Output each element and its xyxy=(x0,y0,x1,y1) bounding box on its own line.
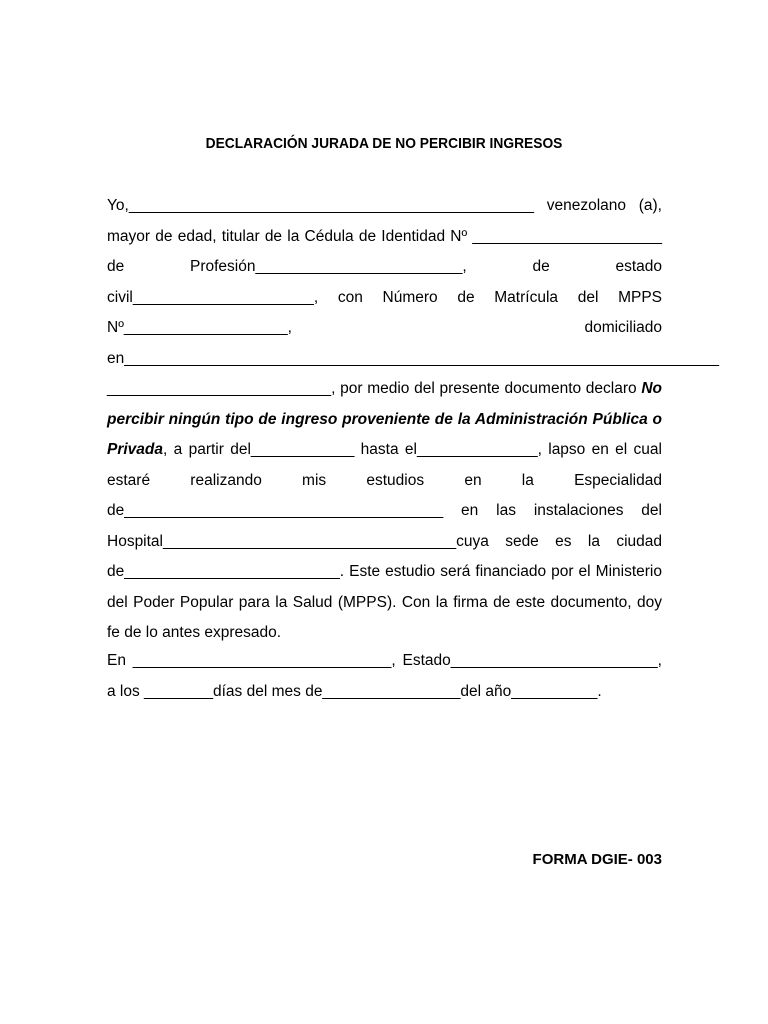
document-title: DECLARACIÓN JURADA DE NO PERCIBIR INGRESOS xyxy=(205,135,563,152)
declaration-paragraph xyxy=(107,191,720,649)
declaration-emphasis: No percibir ningún tipo de ingreso proveniente de la Administración Pública o Privada xyxy=(107,380,662,458)
form-code: FORMA DGIE- 003 xyxy=(532,851,662,868)
declaration-text-part2: , a partir del____________ hasta el______________, lapso en el cual estaré realizando mis estudios en la Especialidad de_____________________________________ en las instalaciones del Hospital__________________________________cuya sede es la ciudad de_________________________. Este estudio será financiado por el Ministerio del Poder Popular para la Salud (MPPS). Con la firma de este documento, doy fe de lo antes expresado. xyxy=(107,441,662,641)
place-date-paragraph: En ______________________________, Estado________________________, a los ________días del mes de________________del año__________. xyxy=(107,652,662,700)
declaration-text-part1: Yo,_______________________________________________ venezolano (a), mayor de edad, titular de la Cédula de Identidad Nº ______________________ de Profesión________________________, de estado civil_____________________, con Número de Matrícula del MPPS Nº___________________, domiciliado en_____________________________________________________________________ __________________________, por medio del presente documento declaro xyxy=(107,197,720,397)
